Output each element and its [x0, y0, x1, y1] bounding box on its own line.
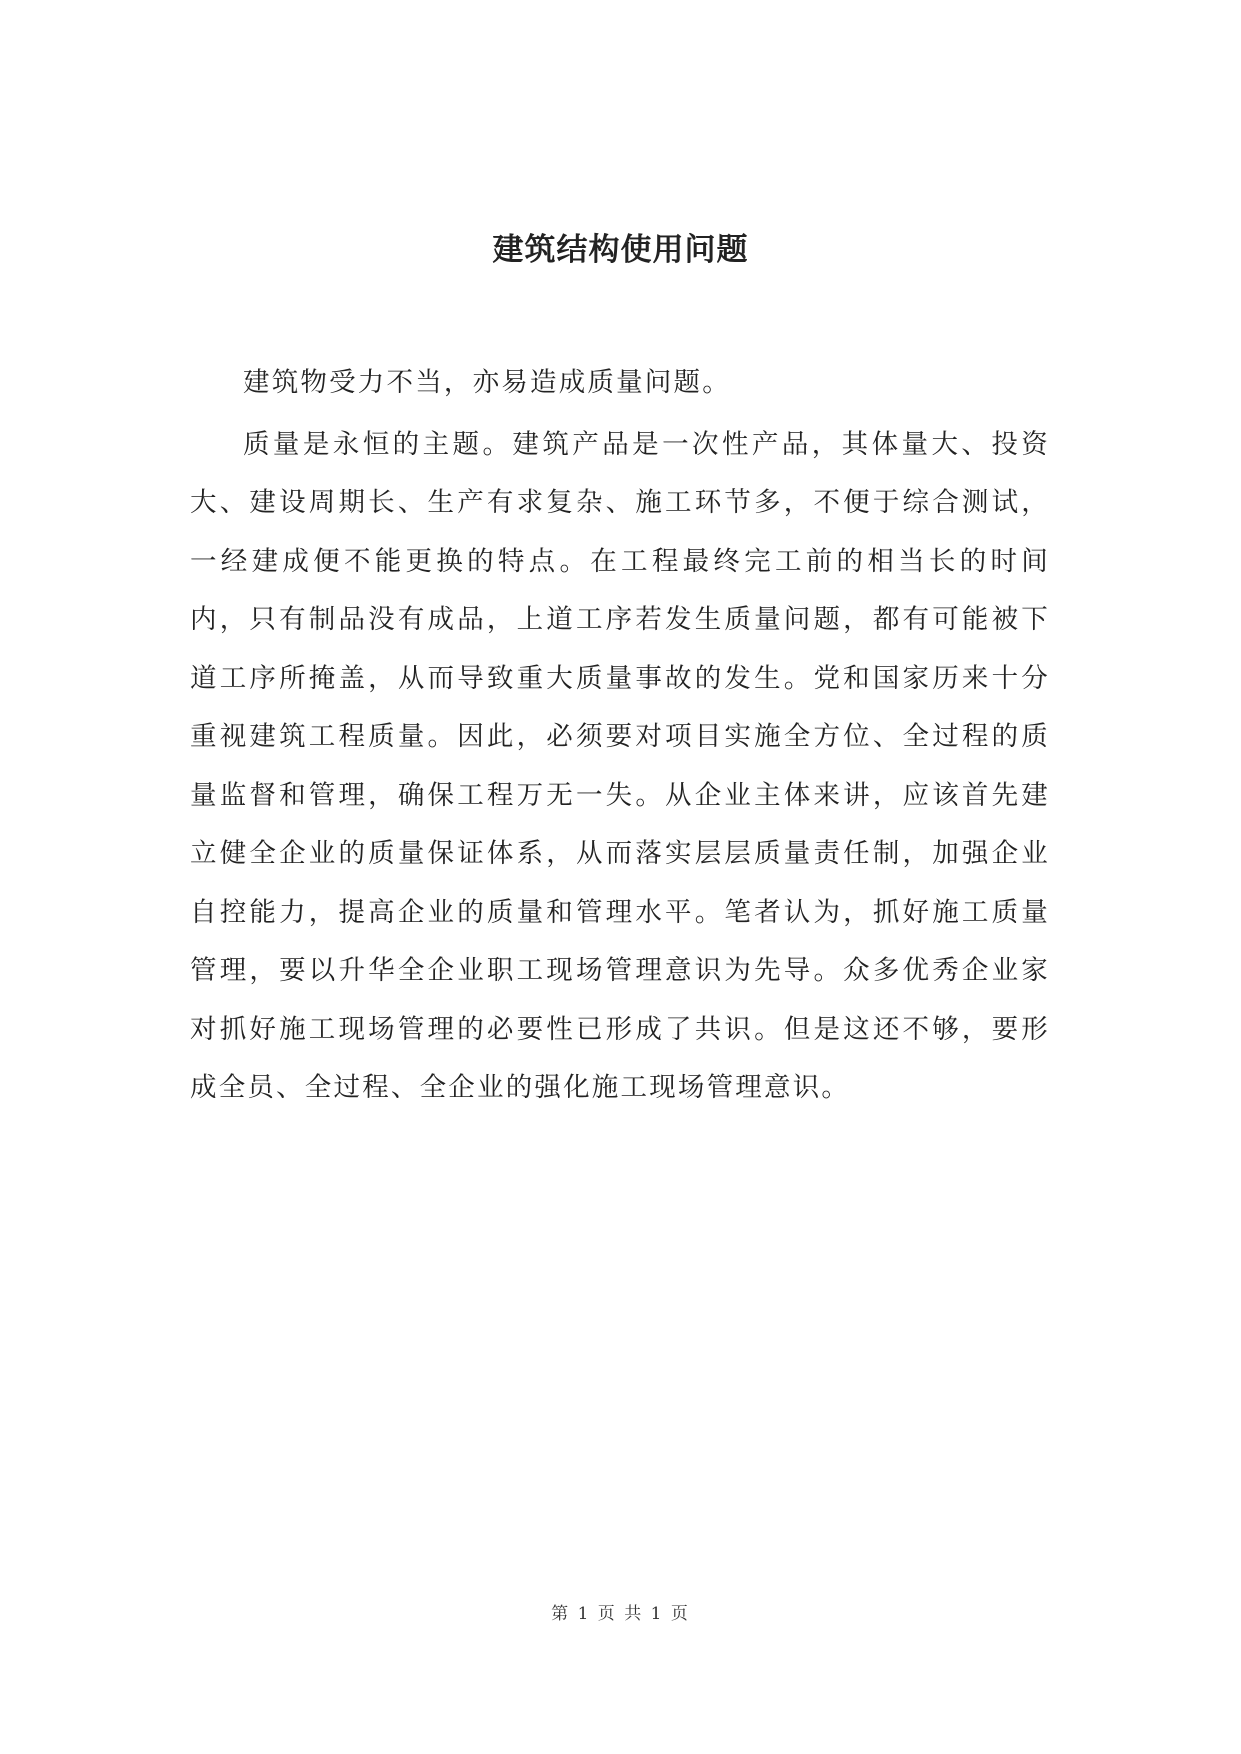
paragraph: 建筑物受力不当，亦易造成质量问题。 [243, 367, 731, 398]
footer-total-label: 共 [624, 1604, 644, 1624]
footer-page-label: 第 [551, 1604, 571, 1624]
page-footer [0, 1602, 1241, 1626]
document-title: 建筑结构使用问题 [492, 232, 749, 268]
footer-current-page: 1 [577, 1604, 591, 1624]
footer-page-unit: 页 [597, 1604, 617, 1624]
document-body [190, 354, 1050, 1118]
footer-total-pages: 1 [650, 1604, 664, 1624]
footer-total-unit: 页 [670, 1604, 690, 1624]
paragraph: 质量是永恒的主题。建筑产品是一次性产品，其体量大、投资大、建设周期长、生产有求复杂、施工环节多，不便于综合测试，一经建成便不能更换的特点。在工程最终完工前的相当长的时间内，只有制品没有成品，上道工序若发生质量问题，都有可能被下道工序所掩盖，从而导致重大质量事故的发生。党和国家历来十分重视建筑工程质量。因此，必须要对项目实施全方位、全过程的质量监督和管理，确保工程万无一失。从企业主体来讲，应该首先建立健全企业的质量保证体系，从而落实层层质量责任制，加强企业自控能力，提高企业的质量和管理水平。笔者认为，抓好施工质量管理，要以升华全企业职工现场管理意识为先导。众多优秀企业家对抓好施工现场管理的必要性已形成了共识。但是这还不够，要形成全员、全过程、全企业的强化施工现场管理意识。 [190, 428, 1050, 1103]
